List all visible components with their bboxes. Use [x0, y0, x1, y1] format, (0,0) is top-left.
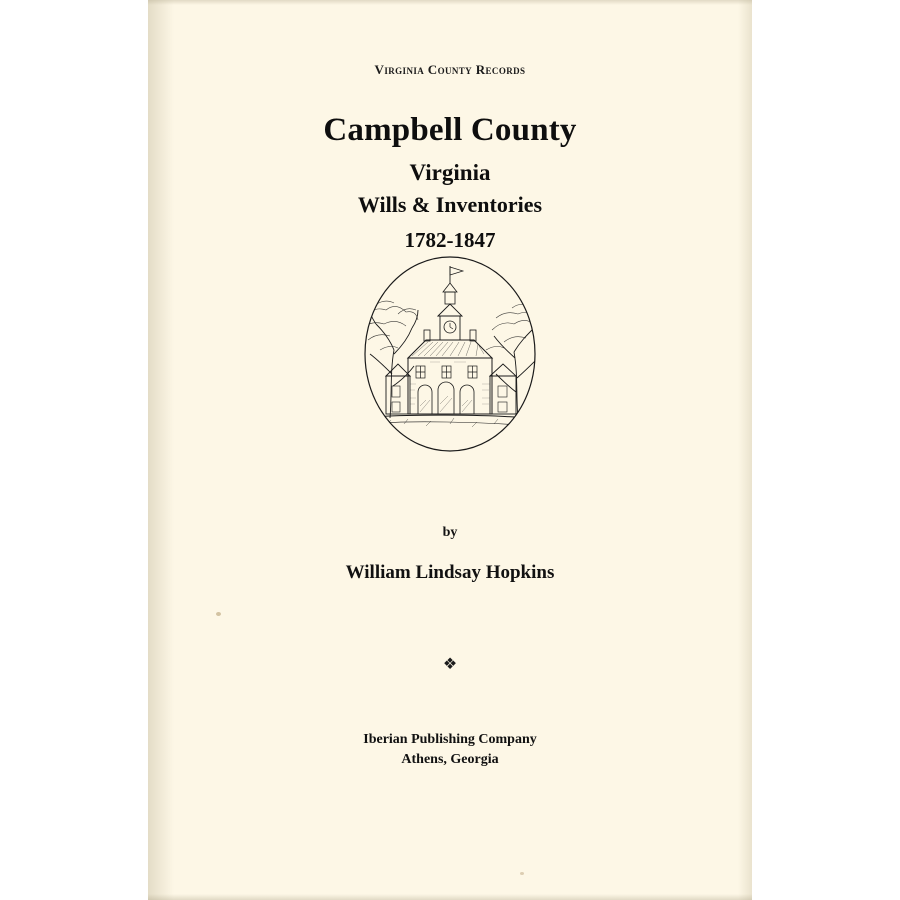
publisher-block [148, 730, 752, 771]
publisher-name: Iberian Publishing Company [363, 732, 537, 747]
book-cover-sheet [148, 0, 752, 900]
publisher-location: Athens, Georgia [401, 752, 499, 768]
date-range: 1782-1847 [404, 228, 496, 253]
title-block [148, 112, 752, 253]
page-title: Campbell County [323, 112, 577, 148]
courthouse-engraving-illustration [346, 254, 554, 454]
cover-top-edge-shading [148, 0, 752, 5]
paper-blemish [216, 612, 221, 616]
diamond-ornament-icon: ❖ [442, 656, 458, 673]
series-label: Virginia County Records [374, 62, 526, 77]
cover-bottom-edge-shading [148, 894, 752, 900]
paper-blemish [520, 872, 524, 875]
record-type-subtitle: Wills & Inventories [357, 192, 543, 218]
state-subtitle: Virginia [409, 160, 491, 186]
by-label: by [442, 525, 458, 540]
author-name: William Lindsay Hopkins [345, 562, 555, 583]
